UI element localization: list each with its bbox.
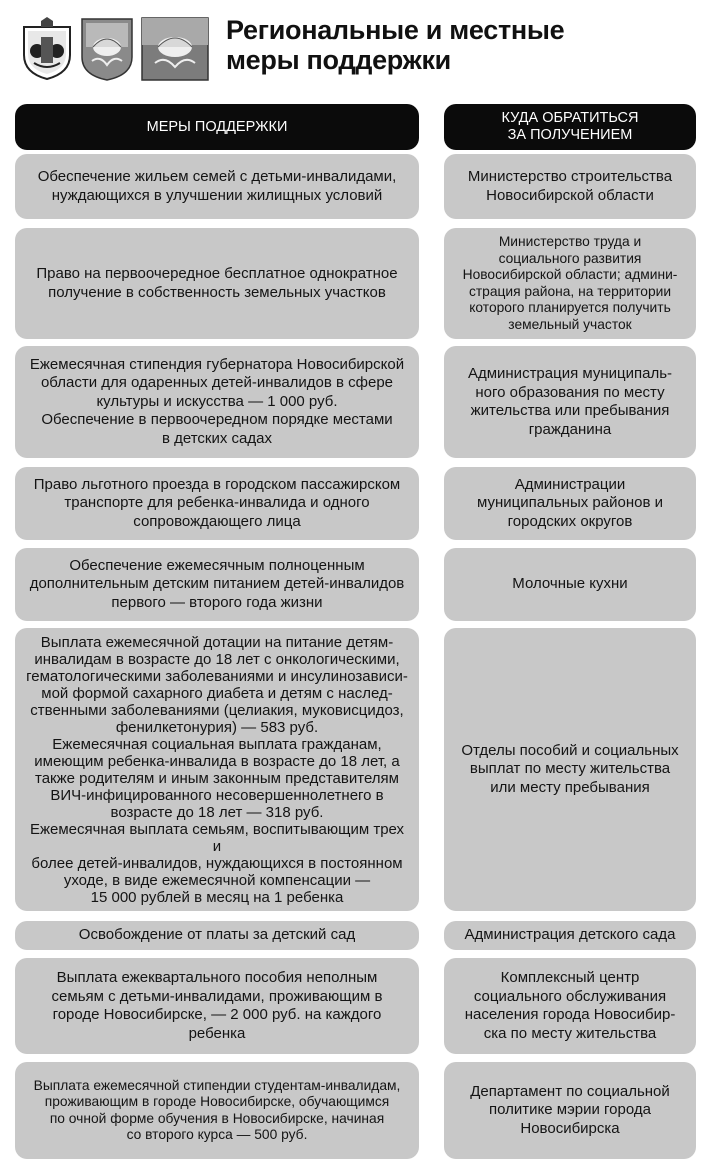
table-row	[0, 154, 710, 219]
where-cell	[444, 958, 696, 1054]
where-text: Комплексный центр социального обслуживания населения города Новосибир- ска по месту жительства	[464, 969, 676, 1042]
measure-cell	[15, 154, 419, 219]
measure-text: Выплата ежеквартального пособия неполным семьям с детьми-инвалидами, проживающим в городе Новосибирске, — 2 000 руб. на каждого ребенка	[51, 969, 383, 1042]
where-text: Администрация муниципаль- ного образования по месту жительства или пребывания гражданина	[467, 365, 673, 438]
where-text: Молочные кухни	[512, 575, 628, 593]
measure-cell	[15, 628, 419, 911]
where-text: Министерство труда и социального развития Новосибирской области; админи- страция района, на территории которого планируется получить земельный участок	[462, 234, 678, 332]
where-text: Департамент по социальной политике мэрии города Новосибирска	[470, 1082, 670, 1137]
measure-cell	[15, 228, 419, 339]
table-row	[0, 548, 710, 621]
where-cell	[444, 1062, 696, 1159]
page-title-line-1: Региональные и местные	[226, 15, 565, 45]
column-header-measures	[15, 104, 419, 150]
where-cell	[444, 154, 696, 219]
measure-text: Обеспечение жильем семей с детьми-инвалидами, нуждающихся в улучшении жилищных условий	[37, 168, 397, 204]
measure-cell	[15, 1062, 419, 1159]
where-text: Администрации муниципальных районов и городских округов	[477, 475, 663, 530]
where-cell	[444, 548, 696, 621]
table-row	[0, 1062, 710, 1159]
novosibirsk-oblast-coat-of-arms-icon	[20, 17, 74, 81]
page-title	[226, 15, 564, 75]
measure-text: Обеспечение ежемесячным полноценным дополнительным детским питанием детей-инвалидов первого — второго года жизни	[29, 556, 405, 611]
district-coat-of-arms-icon	[80, 17, 134, 81]
column-header-where-line-1: КУДА ОБРАТИТЬСЯ	[501, 110, 639, 126]
where-text: Министерство строительства Новосибирской области	[467, 168, 673, 204]
where-cell	[444, 467, 696, 540]
measure-text: Ежемесячная стипендия губернатора Новосибирской области для одаренных детей-инвалидов в сфере культуры и искусства — 1 000 руб. Обеспечение в первоочередном порядке местами в детских садах	[29, 355, 405, 447]
measure-cell	[15, 346, 419, 458]
where-cell	[444, 628, 696, 911]
where-cell	[444, 921, 696, 950]
measure-cell	[15, 548, 419, 621]
district-coat-of-arms-icon	[141, 17, 209, 81]
page-title-line-2: меры поддержки	[226, 45, 451, 75]
measure-text: Выплата ежемесячной стипендии студентам-инвалидам, проживающим в городе Новосибирске, обучающимся по очной форме обучения в Новосибирске, начиная со второго курса — 500 руб.	[33, 1077, 401, 1142]
table-row	[0, 467, 710, 540]
measure-text: Право на первоочередное бесплатное однократное получение в собственность земельных участков	[36, 265, 398, 301]
page-header	[0, 0, 710, 92]
measure-text: Право льготного проезда в городском пассажирском транспорте для ребенка-инвалида и одного сопровождающего лица	[33, 475, 401, 530]
where-cell	[444, 228, 696, 339]
column-header-measures-label: МЕРЫ ПОДДЕРЖКИ	[146, 118, 288, 135]
table-row	[0, 958, 710, 1054]
where-text: Администрация детского сада	[464, 926, 676, 944]
measure-cell	[15, 467, 419, 540]
measure-cell	[15, 958, 419, 1054]
column-header-where-line-2: ЗА ПОЛУЧЕНИЕМ	[507, 127, 633, 143]
measure-cell	[15, 921, 419, 950]
measure-text: Выплата ежемесячной дотации на питание детям- инвалидам в возрасте до 18 лет с онкологическими, гематологическими заболеваниями и инсулинозависи- мой формой сахарного диабета и детям с наслед- ственными заболеваниями (целиакия, муковисцидоз, фенилкетонурия) — 583 руб. Ежемесячная социальная выплата гражданам, имеющим ребенка-инвалида в возрасте до 18 лет, а также родителям и иным законным представителям ВИЧ-инфицированного несовершеннолетнего в возрасте до 18 лет — 318 руб. Ежемесячная выплата семьям, воспитывающим трех и более детей-инвалидов, нуждающихся в постоянном уходе, в виде ежемесячной компенсации — 15 000 рублей в месяц на 1 ребенка	[26, 633, 408, 906]
table-row	[0, 628, 710, 911]
where-text: Отделы пособий и социальных выплат по месту жительства или месту пребывания	[461, 741, 679, 796]
where-cell	[444, 346, 696, 458]
table-row	[0, 228, 710, 339]
measure-text: Освобождение от платы за детский сад	[78, 926, 356, 944]
table-row	[0, 346, 710, 458]
table-row	[0, 921, 710, 950]
column-header-where	[444, 104, 696, 150]
